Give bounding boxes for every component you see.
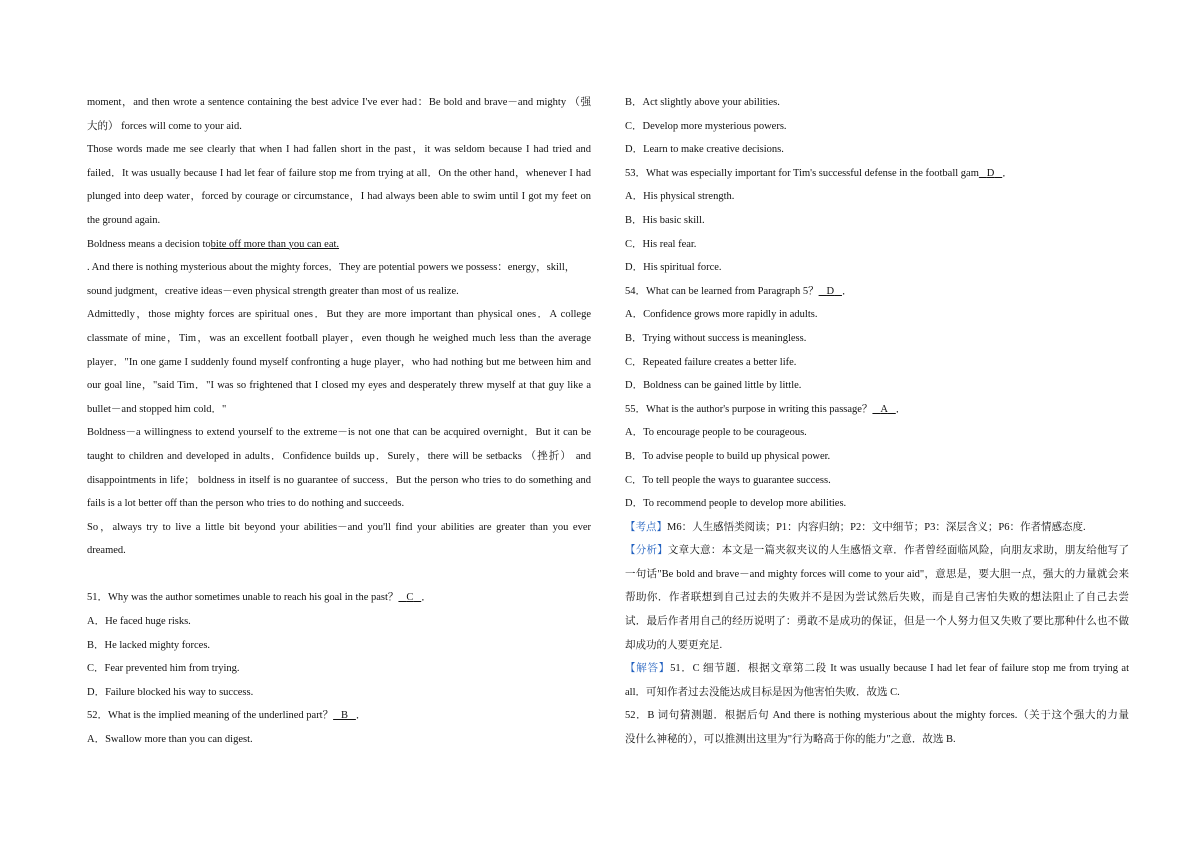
paragraph-line: plunged into deep water，forced by courage or circumstance，I had always been able to swim until I got my feet on [87, 191, 591, 203]
paragraph-line: Boldness－a willingness to extend yourself to the extreme－is not one that can be acquired overnight．But it can be [87, 427, 591, 439]
answer-letter: A [880, 403, 888, 415]
jieda-line: 没什么神秘的），可以推测出这里为"行为略高于你的能力"之意．故选 B. [625, 734, 956, 746]
option-line: C．Fear prevented him from trying. [87, 663, 240, 675]
paragraph-line: taught to children and developed in adults．Confidence builds up．Surely，there will be setbacks （挫折） and [87, 450, 591, 462]
option-line: B．Trying without success is meaningless. [625, 332, 807, 344]
paragraph-text: Boldness means a decision to [87, 238, 211, 250]
answer-letter: B [340, 710, 348, 722]
option-line: B．His basic skill. [625, 214, 705, 226]
answer-letter: C [406, 592, 414, 604]
question-stem [87, 704, 591, 728]
paragraph-line: our goal line，"said Tim．"I was so frightened that I closed my eyes and desperately threw myself at that guy like a [87, 380, 591, 392]
option-line: A．His physical strength. [625, 191, 735, 203]
option-line: D．Boldness can be gained little by little. [625, 380, 802, 392]
answer-blank [819, 286, 842, 297]
paragraph-line: moment，and then wrote a sentence containing the best advice I've ever had：Be bold and brave－and mighty （强 [87, 97, 591, 108]
question-stem [87, 586, 591, 610]
paragraph-line: dreamed. [87, 545, 126, 557]
option-line: B．He lacked mighty forces. [87, 639, 211, 651]
paragraph-line: So，always try to live a little bit beyond your abilities－and you'll find your abilities are greater than you ever [87, 521, 591, 533]
fenxi-text: 文章大意：本文是一篇夹叙夹议的人生感悟文章．作者曾经面临风险，向朋友求助，朋友给他写了 [667, 545, 1129, 557]
question-end: ． [841, 285, 853, 297]
question-text: 54．What can be learned from Paragraph 5？ [625, 285, 819, 297]
option-line: C．Develop more mysterious powers. [625, 120, 787, 132]
question-stem [625, 162, 1129, 186]
paragraph-line: disappointments in life； boldness in itself is no guarantee of success．But the person who tries to do something and [87, 474, 591, 486]
fenxi-line: 却成功的人要更充足. [625, 639, 723, 651]
paragraph-line: classmate of mine，Tim，was an excellent football player，even though he weighed much less than the average [87, 332, 591, 344]
kaodian-tag: 【考点】 [625, 521, 667, 533]
paragraph-line [87, 233, 591, 257]
question-end: ． [421, 592, 432, 604]
option-line: D．Learn to make creative decisions. [625, 144, 784, 156]
answer-blank [979, 168, 1002, 179]
option-line: C．His real fear. [625, 238, 697, 250]
jieda-text: 51．C 细节题．根据文章第二段 It was usually because I had let fear of failure stop me from trying at [670, 663, 1129, 675]
fenxi-line: 试．最后作者用自己的经历说明了：勇敢不是成功的保证，但是一个人努力但又失败了要比那种什么也不做 [625, 616, 1129, 628]
paragraph-line: the ground again. [87, 214, 161, 226]
question-text: 52．What is the implied meaning of the underlined part？ [87, 710, 334, 722]
answer-letter: D [826, 285, 835, 297]
answer-blank [872, 404, 895, 415]
answer-blank [333, 710, 356, 721]
kaodian-section [625, 516, 1129, 540]
paragraph-line: player．"In one game I suddenly found myself confronting a huge player，who had nothing but me between him and [87, 356, 591, 368]
option-line: D．To recommend people to develop more abilities. [625, 498, 847, 510]
fenxi-line: 帮助你．作者联想到自己过去的失败并不是因为尝试然后失败，而是自己害怕失败的想法阻止了自己去尝 [625, 592, 1129, 604]
left-column [87, 91, 591, 752]
answer-blank [398, 592, 421, 603]
option-line: A．Confidence grows more rapidly in adults. [625, 309, 818, 321]
jieda-tag: 【解答】 [625, 663, 671, 675]
spacer-line [87, 563, 591, 587]
question-text: 51．Why was the author sometimes unable to reach his goal in the past？ [87, 592, 399, 604]
question-end: ． [355, 710, 367, 722]
underlined-phrase: bite off more than you can eat. [210, 238, 340, 250]
question-end: ． [895, 403, 907, 415]
fenxi-tag: 【分析】 [625, 545, 668, 557]
paragraph-line: Admittedly，those mighty forces are spiritual ones．But they are more important than physical ones．A college [87, 309, 591, 321]
right-column [625, 91, 1129, 752]
paragraph-line: sound judgment，creative ideas－even physical strength greater than most of us realize. [87, 285, 459, 297]
question-text: 55．What is the author's purpose in writing this passage？ [625, 403, 873, 415]
jieda-line: 52．B 词句猜测题．根据后句 And there is nothing mysterious about the mighty forces.（关于这个强大的力量 [625, 710, 1129, 722]
answer-letter: D [986, 167, 995, 179]
question-end: ． [1002, 167, 1013, 179]
paragraph-line: failed．It was usually because I had let fear of failure stop me from trying at all．On the other hand，whenever I had [87, 167, 591, 179]
fenxi-line [625, 539, 1129, 563]
jieda-line: all．可知作者过去没能达成目标是因为他害怕失败．故选 C. [625, 686, 900, 698]
option-line: C．Repeated failure creates a better life. [625, 356, 797, 368]
question-stem [625, 280, 1129, 304]
option-line: B．To advise people to build up physical power. [625, 450, 831, 462]
question-text: 53．What was especially important for Tim's successful defense in the football gam [625, 167, 979, 179]
option-line: A．Swallow more than you can digest. [87, 734, 253, 746]
paragraph-line: bullet－and stopped him cold．" [87, 403, 227, 415]
option-line: B．Act slightly above your abilities. [625, 97, 780, 108]
question-stem [625, 398, 1129, 422]
kaodian-text: M6：人生感悟类阅读；P1：内容归纳；P2：文中细节；P3：深层含义；P6：作者情感态度. [667, 521, 1086, 533]
option-line: D．Failure blocked his way to success. [87, 686, 254, 698]
option-line: C．To tell people the ways to guarantee success. [625, 474, 831, 486]
option-line: A．To encourage people to be courageous. [625, 427, 807, 439]
paragraph-line: 大的） forces will come to your aid. [87, 120, 242, 132]
paragraph-line: . And there is nothing mysterious about the mighty forces．They are potential powers we possess：energy，skill， [87, 262, 576, 274]
fenxi-line: 一句话"Be bold and brave－and mighty forces will come to your aid"，意思是，要大胆一点，强大的力量就会来 [625, 568, 1129, 580]
paragraph-line: fails is a lot better off than the person who tries to do nothing and succeeds. [87, 498, 405, 510]
option-line: A．He faced huge risks. [87, 616, 191, 628]
paragraph-line: Those words made me see clearly that when I had fallen short in the past，it was seldom because I had tried and [87, 144, 591, 156]
jieda-line [625, 657, 1129, 681]
option-line: D．His spiritual force. [625, 262, 722, 274]
